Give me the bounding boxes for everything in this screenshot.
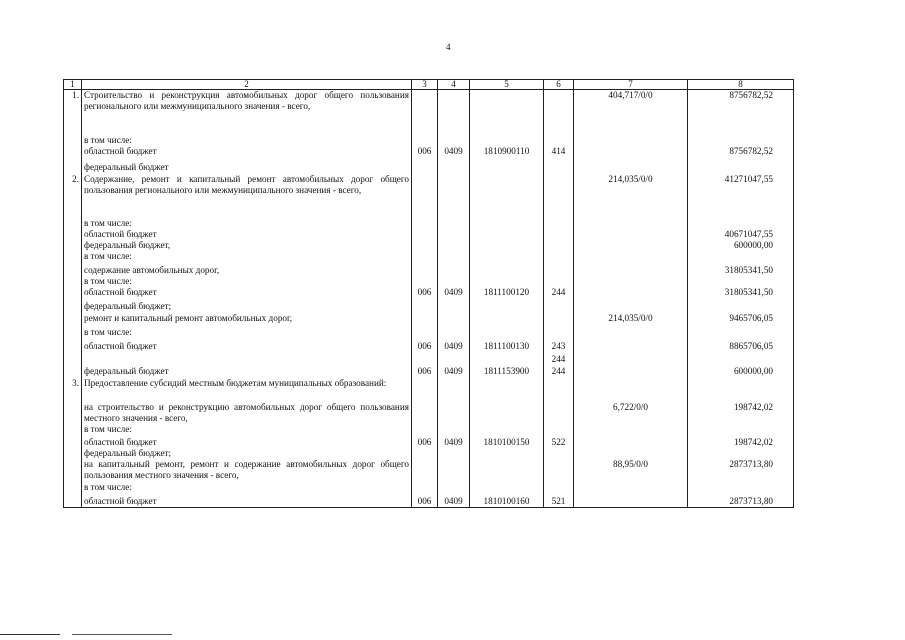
table-row bbox=[64, 354, 794, 366]
capacity bbox=[574, 251, 688, 265]
row-number bbox=[64, 341, 82, 354]
ministry-code bbox=[412, 174, 438, 218]
table-row bbox=[64, 378, 794, 402]
ministry-code bbox=[412, 162, 438, 174]
target-code bbox=[470, 424, 544, 437]
table-row bbox=[64, 341, 794, 354]
expense-code bbox=[544, 162, 574, 174]
expense-code bbox=[544, 448, 574, 459]
row-number bbox=[64, 218, 82, 229]
table-row bbox=[64, 218, 794, 229]
column-header: 4 bbox=[438, 80, 470, 90]
expense-code bbox=[544, 174, 574, 218]
table-body bbox=[64, 90, 794, 508]
table-row bbox=[64, 146, 794, 162]
row-number: 2. bbox=[64, 174, 82, 218]
amount: 2873713,80 bbox=[688, 496, 794, 508]
ministry-code bbox=[412, 90, 438, 135]
table-row bbox=[64, 276, 794, 287]
footer-rule bbox=[72, 634, 172, 635]
expense-code: 522 bbox=[544, 437, 574, 448]
header-row bbox=[64, 80, 794, 90]
row-description: федеральный бюджет; bbox=[82, 301, 412, 313]
column-header: 8 bbox=[688, 80, 794, 90]
amount: 40671047,55 bbox=[688, 229, 794, 240]
row-number bbox=[64, 276, 82, 287]
row-description: ремонт и капитальный ремонт автомобильных дорог, bbox=[82, 313, 412, 327]
capacity bbox=[574, 218, 688, 229]
table-row bbox=[64, 174, 794, 218]
capacity bbox=[574, 424, 688, 437]
amount bbox=[688, 162, 794, 174]
ministry-code bbox=[412, 301, 438, 313]
amount: 8756782,52 bbox=[688, 146, 794, 162]
ministry-code bbox=[412, 313, 438, 327]
target-code: 1810100150 bbox=[470, 437, 544, 448]
expense-code bbox=[544, 301, 574, 313]
ministry-code: 006 bbox=[412, 437, 438, 448]
row-number bbox=[64, 146, 82, 162]
target-code bbox=[470, 482, 544, 496]
target-code bbox=[470, 240, 544, 251]
expense-code: 414 bbox=[544, 146, 574, 162]
target-code bbox=[470, 354, 544, 366]
target-code bbox=[470, 378, 544, 402]
expense-code bbox=[544, 313, 574, 327]
column-header: 6 bbox=[544, 80, 574, 90]
section-code bbox=[438, 135, 470, 146]
target-code bbox=[470, 218, 544, 229]
table-row bbox=[64, 240, 794, 251]
amount bbox=[688, 327, 794, 341]
row-description bbox=[82, 354, 412, 366]
table-row bbox=[64, 265, 794, 276]
row-number bbox=[64, 229, 82, 240]
target-code: 1810100160 bbox=[470, 496, 544, 508]
amount: 8865706,05 bbox=[688, 341, 794, 354]
row-number bbox=[64, 366, 82, 378]
row-description: содержание автомобильных дорог, bbox=[82, 265, 412, 276]
row-number bbox=[64, 482, 82, 496]
target-code bbox=[470, 276, 544, 287]
section-code bbox=[438, 378, 470, 402]
amount: 2873713,80 bbox=[688, 459, 794, 482]
target-code bbox=[470, 90, 544, 135]
target-code bbox=[470, 162, 544, 174]
row-number bbox=[64, 162, 82, 174]
table-row bbox=[64, 437, 794, 448]
row-number bbox=[64, 354, 82, 366]
expense-code bbox=[544, 402, 574, 424]
amount bbox=[688, 354, 794, 366]
row-number bbox=[64, 135, 82, 146]
amount bbox=[688, 448, 794, 459]
amount bbox=[688, 301, 794, 313]
row-description: областной бюджет bbox=[82, 229, 412, 240]
budget-table bbox=[63, 79, 794, 508]
ministry-code bbox=[412, 378, 438, 402]
section-code bbox=[438, 459, 470, 482]
target-code bbox=[470, 229, 544, 240]
expense-code: 521 bbox=[544, 496, 574, 508]
section-code bbox=[438, 448, 470, 459]
target-code bbox=[470, 174, 544, 218]
section-code bbox=[438, 424, 470, 437]
capacity: 6,722/0/0 bbox=[574, 402, 688, 424]
column-header: 5 bbox=[470, 80, 544, 90]
ministry-code bbox=[412, 218, 438, 229]
section-code bbox=[438, 218, 470, 229]
capacity bbox=[574, 378, 688, 402]
ministry-code bbox=[412, 135, 438, 146]
expense-code: 244 bbox=[544, 287, 574, 301]
table-row bbox=[64, 135, 794, 146]
ministry-code bbox=[412, 265, 438, 276]
page-number: 4 bbox=[446, 42, 451, 52]
target-code bbox=[470, 301, 544, 313]
expense-code bbox=[544, 90, 574, 135]
ministry-code bbox=[412, 240, 438, 251]
column-header: 1 bbox=[64, 80, 82, 90]
table-row bbox=[64, 448, 794, 459]
row-description: федеральный бюджет bbox=[82, 366, 412, 378]
row-description: областной бюджет bbox=[82, 496, 412, 508]
ministry-code bbox=[412, 402, 438, 424]
section-code: 0409 bbox=[438, 341, 470, 354]
table-row bbox=[64, 424, 794, 437]
expense-code bbox=[544, 240, 574, 251]
target-code: 1810900110 bbox=[470, 146, 544, 162]
capacity bbox=[574, 341, 688, 354]
row-description: в том числе: bbox=[82, 135, 412, 146]
amount: 31805341,50 bbox=[688, 265, 794, 276]
amount bbox=[688, 378, 794, 402]
row-number bbox=[64, 301, 82, 313]
row-number bbox=[64, 448, 82, 459]
ministry-code bbox=[412, 354, 438, 366]
target-code bbox=[470, 402, 544, 424]
amount bbox=[688, 424, 794, 437]
row-description: в том числе: bbox=[82, 218, 412, 229]
capacity bbox=[574, 366, 688, 378]
ministry-code: 006 bbox=[412, 146, 438, 162]
ministry-code: 006 bbox=[412, 287, 438, 301]
capacity bbox=[574, 162, 688, 174]
row-description: Содержание, ремонт и капитальный ремонт автомобильных дорог общего пользования регионального или межмуниципального значения - всего, bbox=[82, 174, 412, 218]
table-row bbox=[64, 496, 794, 508]
ministry-code bbox=[412, 459, 438, 482]
expense-code bbox=[544, 378, 574, 402]
section-code bbox=[438, 251, 470, 265]
amount bbox=[688, 482, 794, 496]
column-header: 3 bbox=[412, 80, 438, 90]
expense-code bbox=[544, 251, 574, 265]
amount bbox=[688, 251, 794, 265]
section-code: 0409 bbox=[438, 437, 470, 448]
expense-code bbox=[544, 424, 574, 437]
column-header: 2 bbox=[82, 80, 412, 90]
ministry-code: 006 bbox=[412, 496, 438, 508]
table-row bbox=[64, 366, 794, 378]
row-description: в том числе: bbox=[82, 424, 412, 437]
section-code: 0409 bbox=[438, 496, 470, 508]
target-code bbox=[470, 459, 544, 482]
expense-code bbox=[544, 265, 574, 276]
amount bbox=[688, 135, 794, 146]
capacity bbox=[574, 276, 688, 287]
target-code bbox=[470, 313, 544, 327]
target-code bbox=[470, 251, 544, 265]
expense-code bbox=[544, 482, 574, 496]
capacity bbox=[574, 301, 688, 313]
amount bbox=[688, 218, 794, 229]
row-description: в том числе: bbox=[82, 482, 412, 496]
section-code bbox=[438, 354, 470, 366]
row-description: областной бюджет bbox=[82, 287, 412, 301]
section-code bbox=[438, 229, 470, 240]
section-code bbox=[438, 482, 470, 496]
row-description: областной бюджет bbox=[82, 146, 412, 162]
expense-code bbox=[544, 327, 574, 341]
row-description: в том числе: bbox=[82, 327, 412, 341]
row-number bbox=[64, 459, 82, 482]
section-code bbox=[438, 276, 470, 287]
table-row bbox=[64, 301, 794, 313]
section-code: 0409 bbox=[438, 146, 470, 162]
footer-rule bbox=[0, 634, 60, 635]
section-code bbox=[438, 174, 470, 218]
section-code bbox=[438, 313, 470, 327]
capacity bbox=[574, 482, 688, 496]
amount: 600000,00 bbox=[688, 366, 794, 378]
section-code bbox=[438, 162, 470, 174]
column-header: 7 bbox=[574, 80, 688, 90]
row-number bbox=[64, 437, 82, 448]
section-code: 0409 bbox=[438, 287, 470, 301]
row-description: на капитальный ремонт, ремонт и содержание автомобильных дорог общего пользования местного значения - всего, bbox=[82, 459, 412, 482]
capacity bbox=[574, 496, 688, 508]
row-number bbox=[64, 313, 82, 327]
table-row bbox=[64, 459, 794, 482]
row-number bbox=[64, 251, 82, 265]
expense-code bbox=[544, 229, 574, 240]
row-number: 1. bbox=[64, 90, 82, 135]
capacity bbox=[574, 265, 688, 276]
expense-code bbox=[544, 135, 574, 146]
row-number bbox=[64, 424, 82, 437]
row-number bbox=[64, 287, 82, 301]
ministry-code: 006 bbox=[412, 341, 438, 354]
row-number: 3. bbox=[64, 378, 82, 402]
capacity bbox=[574, 240, 688, 251]
section-code bbox=[438, 327, 470, 341]
target-code bbox=[470, 265, 544, 276]
amount: 198742,02 bbox=[688, 437, 794, 448]
amount: 31805341,50 bbox=[688, 287, 794, 301]
amount: 41271047,55 bbox=[688, 174, 794, 218]
target-code bbox=[470, 135, 544, 146]
row-number bbox=[64, 402, 82, 424]
ministry-code bbox=[412, 276, 438, 287]
capacity bbox=[574, 146, 688, 162]
expense-code: 243 bbox=[544, 341, 574, 354]
row-description: Предоставление субсидий местным бюджетам муниципальных образований: bbox=[82, 378, 412, 402]
row-number bbox=[64, 327, 82, 341]
expense-code: 244 bbox=[544, 366, 574, 378]
capacity: 404,717/0/0 bbox=[574, 90, 688, 135]
table-row bbox=[64, 251, 794, 265]
amount bbox=[688, 276, 794, 287]
table-row bbox=[64, 313, 794, 327]
table-row bbox=[64, 327, 794, 341]
capacity bbox=[574, 287, 688, 301]
capacity bbox=[574, 437, 688, 448]
row-description: федеральный бюджет, bbox=[82, 240, 412, 251]
section-code bbox=[438, 402, 470, 424]
table-row bbox=[64, 90, 794, 135]
table-row bbox=[64, 402, 794, 424]
table-row bbox=[64, 287, 794, 301]
section-code bbox=[438, 90, 470, 135]
capacity: 214,035/0/0 bbox=[574, 174, 688, 218]
ministry-code: 006 bbox=[412, 366, 438, 378]
amount: 198742,02 bbox=[688, 402, 794, 424]
table-row bbox=[64, 482, 794, 496]
amount: 8756782,52 bbox=[688, 90, 794, 135]
row-description: федеральный бюджет bbox=[82, 162, 412, 174]
amount: 9465706,05 bbox=[688, 313, 794, 327]
section-code: 0409 bbox=[438, 366, 470, 378]
capacity bbox=[574, 327, 688, 341]
target-code: 1811100120 bbox=[470, 287, 544, 301]
target-code bbox=[470, 327, 544, 341]
ministry-code bbox=[412, 327, 438, 341]
row-number bbox=[64, 496, 82, 508]
capacity bbox=[574, 135, 688, 146]
expense-code: 244 bbox=[544, 354, 574, 366]
row-description: областной бюджет bbox=[82, 341, 412, 354]
row-description: федеральный бюджет; bbox=[82, 448, 412, 459]
row-description: в том числе: bbox=[82, 276, 412, 287]
section-code bbox=[438, 265, 470, 276]
row-description: Строительство и реконструкция автомобильных дорог общего пользования регионального или межмуниципального значения - всего, bbox=[82, 90, 412, 135]
row-number bbox=[64, 265, 82, 276]
target-code: 1811153900 bbox=[470, 366, 544, 378]
row-description: в том числе: bbox=[82, 251, 412, 265]
expense-code bbox=[544, 276, 574, 287]
section-code bbox=[438, 301, 470, 313]
capacity bbox=[574, 354, 688, 366]
row-description: областной бюджет bbox=[82, 437, 412, 448]
capacity: 88,95/0/0 bbox=[574, 459, 688, 482]
amount: 600000,00 bbox=[688, 240, 794, 251]
ministry-code bbox=[412, 482, 438, 496]
ministry-code bbox=[412, 424, 438, 437]
ministry-code bbox=[412, 229, 438, 240]
row-description: на строительство и реконструкцию автомобильных дорог общего пользования местного значения - всего, bbox=[82, 402, 412, 424]
capacity bbox=[574, 448, 688, 459]
expense-code bbox=[544, 218, 574, 229]
section-code bbox=[438, 240, 470, 251]
expense-code bbox=[544, 459, 574, 482]
target-code: 1811100130 bbox=[470, 341, 544, 354]
capacity: 214,035/0/0 bbox=[574, 313, 688, 327]
table-row bbox=[64, 162, 794, 174]
target-code bbox=[470, 448, 544, 459]
ministry-code bbox=[412, 448, 438, 459]
row-number bbox=[64, 240, 82, 251]
table-row bbox=[64, 229, 794, 240]
ministry-code bbox=[412, 251, 438, 265]
capacity bbox=[574, 229, 688, 240]
